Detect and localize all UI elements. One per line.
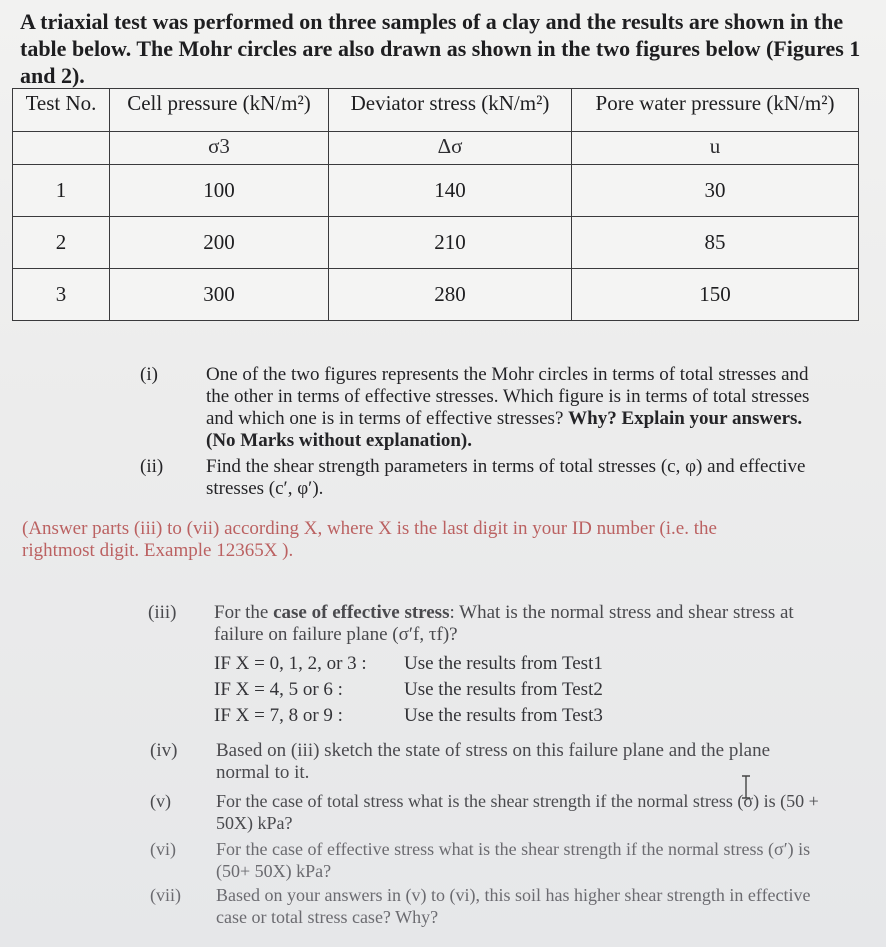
cell-pore-pressure: 85 [572, 217, 859, 269]
question-iv-text: Based on (iii) sketch the state of stress on this failure plane and the plane normal to it. [216, 740, 771, 783]
question-iii-body [214, 602, 834, 646]
question-ii-text: Find the shear strength parameters in terms of total stresses (c, φ) and effective stresses (c′, φ′). [206, 456, 806, 499]
question-number: (i) [140, 364, 158, 385]
question-v [150, 790, 840, 836]
cell-deviator-stress: 280 [329, 269, 572, 321]
symbol-delta-sigma: Δσ [329, 132, 572, 165]
question-i-bold: Why? Explain your answers. (No Marks without explanation). [206, 408, 803, 451]
intro-paragraph: A triaxial test was performed on three samples of a clay and the results are shown in the table below. The Mohr circles are also drawn as shown in the two figures below (Figures 1 and 2). [20, 9, 861, 88]
note-text: (Answer parts (iii) to (vii) according X, where X is the last digit in your ID number (i.e. the rightmost digit. Example 12365X ). [22, 518, 717, 561]
cell-test-no: 3 [13, 269, 110, 321]
question-number: (iv) [150, 740, 178, 761]
question-number: (v) [150, 791, 171, 811]
header-cell-pressure: Cell pressure (kN/m²) [110, 89, 329, 132]
question-number: (ii) [140, 456, 164, 477]
table-row [13, 217, 859, 269]
cell-deviator-stress: 210 [329, 217, 572, 269]
question-number: (iii) [148, 602, 177, 623]
question-iii-lead: For the [214, 602, 274, 623]
cell-cell-pressure: 300 [110, 269, 329, 321]
header-pore-water-pressure: Pore water pressure (kN/m²) [572, 89, 859, 132]
question-i-body [206, 364, 836, 452]
header-deviator-stress: Deviator stress (kN/m²) [329, 89, 572, 132]
question-v-text: For the case of total stress what is the shear strength if the normal stress (σ) is (50 + 50X) kPa? [216, 791, 819, 833]
question-number: (vi) [150, 839, 176, 859]
cell-deviator-stress: 140 [329, 165, 572, 217]
condition-label: IF X = 4, 5 or 6 : [214, 679, 343, 700]
question-vii [150, 884, 840, 932]
symbol-u: u [572, 132, 859, 165]
condition-row [214, 652, 367, 676]
cell-test-no: 2 [13, 217, 110, 269]
condition-row [214, 678, 343, 702]
header-test-no: Test No. [13, 89, 110, 132]
question-i [140, 364, 840, 456]
results-table [12, 88, 859, 321]
question-i-text: One of the two figures represents the Mohr circles in terms of total stresses and the other in terms of effective stresses. Which figure is in terms of total stresses and which one is in terms of effective stresses? [206, 364, 810, 429]
condition-result: Use the results from Test1 [404, 653, 603, 674]
table-row [13, 269, 859, 321]
condition-result: Use the results from Test3 [404, 705, 603, 726]
table-symbol-row [13, 132, 859, 165]
question-iii-text: : What is the normal stress and shear stress at failure on failure plane (σ′f, τf)? [214, 602, 794, 645]
condition-label: IF X = 0, 1, 2, or 3 : [214, 653, 367, 674]
question-number: (vii) [150, 885, 181, 905]
question-iii [148, 602, 838, 652]
cell-pore-pressure: 150 [572, 269, 859, 321]
symbol-sigma3: σ3 [110, 132, 329, 165]
cell-test-no: 1 [13, 165, 110, 217]
question-vi-text: For the case of effective stress what is the shear strength if the normal stress (σ′) is (50+ 50X) kPa? [216, 839, 811, 881]
question-vi [150, 838, 840, 882]
question-iii-bold: case of effective stress [273, 602, 450, 623]
answer-instruction-note [22, 518, 782, 566]
question-iv [150, 740, 840, 788]
symbol-test-no [13, 132, 110, 165]
question-vii-text: Based on your answers in (v) to (vi), this soil has higher shear strength in effective case or total stress case? Why? [216, 885, 811, 927]
cell-pore-pressure: 30 [572, 165, 859, 217]
condition-result: Use the results from Test2 [404, 679, 603, 700]
cell-cell-pressure: 100 [110, 165, 329, 217]
condition-row [214, 704, 343, 728]
cell-cell-pressure: 200 [110, 217, 329, 269]
question-ii [140, 456, 840, 502]
condition-label: IF X = 7, 8 or 9 : [214, 705, 343, 726]
table-header-row [13, 89, 859, 132]
table-row [13, 165, 859, 217]
text-cursor-icon [740, 775, 752, 799]
